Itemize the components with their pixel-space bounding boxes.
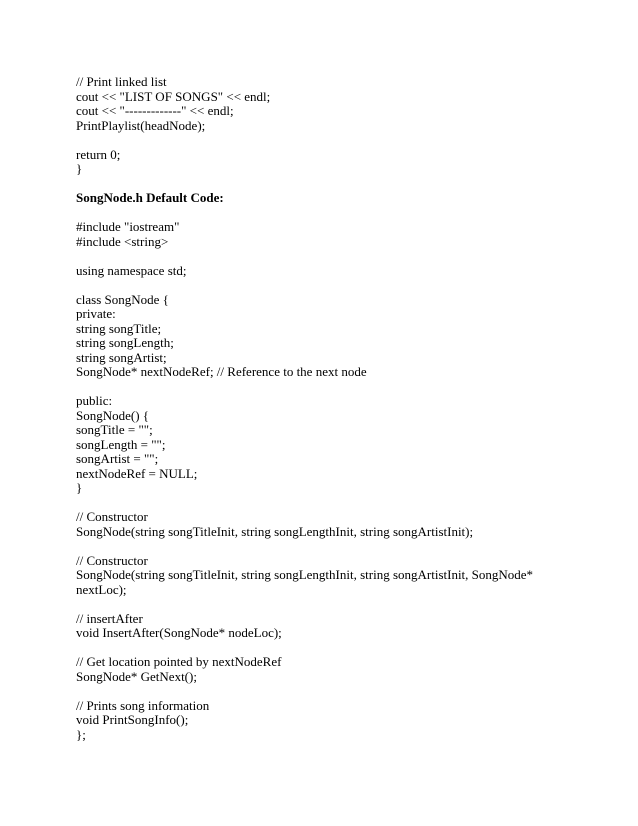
code-line: return 0; (76, 146, 121, 162)
code-line: } (76, 161, 83, 176)
code-line: } (76, 480, 83, 495)
code-line: SongNode() { (76, 407, 150, 423)
code-line: string songTitle; (76, 320, 162, 336)
code-line: cout << "-------------" << endl; (76, 103, 234, 118)
blank-line (76, 539, 616, 554)
blank-line (76, 278, 616, 293)
blank-line (76, 684, 616, 699)
code-line: #include "iostream" (76, 219, 180, 234)
constructor-block-1 (76, 510, 616, 539)
return-block (76, 148, 616, 177)
code-line: nextNodeRef = NULL; (76, 465, 198, 481)
code-line: songLength = ""; (76, 436, 166, 452)
blank-line (76, 597, 616, 612)
insert-after-block (76, 612, 616, 641)
code-line: SongNode(string songTitleInit, string songLengthInit, string songArtistInit); (76, 523, 474, 539)
code-line: PrintPlaylist(headNode); (76, 117, 206, 133)
code-line: SongNode* GetNext(); (76, 668, 197, 684)
code-line: class SongNode { (76, 291, 169, 307)
get-next-block (76, 655, 616, 684)
code-line: SongNode* nextNodeRef; // Reference to the next node (76, 364, 367, 379)
blank-line (76, 496, 616, 511)
code-line: // Constructor (76, 552, 148, 568)
code-line: public: (76, 393, 113, 408)
code-line: nextLoc); (76, 581, 127, 597)
print-list-block (76, 75, 616, 133)
namespace-block (76, 264, 616, 279)
code-line: void InsertAfter(SongNode* nodeLoc); (76, 625, 282, 640)
code-line: cout << "LIST OF SONGS" << endl; (76, 88, 271, 104)
blank-line (76, 133, 616, 148)
code-line: void PrintSongInfo(); (76, 712, 189, 727)
blank-line (76, 641, 616, 656)
code-line: // Get location pointed by nextNodeRef (76, 654, 282, 669)
section-heading-block (76, 191, 616, 206)
code-line: songArtist = ""; (76, 451, 159, 466)
section-heading: SongNode.h Default Code: (76, 190, 224, 205)
blank-line (76, 177, 616, 192)
default-constructor-block (76, 394, 616, 496)
code-listing (76, 75, 616, 742)
class-private-block (76, 293, 616, 380)
code-line: // Constructor (76, 509, 148, 524)
code-line: #include <string> (76, 233, 169, 249)
code-line: songTitle = ""; (76, 422, 153, 437)
includes-block (76, 220, 616, 249)
code-line: // Print linked list (76, 74, 167, 89)
blank-line (76, 249, 616, 264)
code-line: // insertAfter (76, 610, 143, 626)
code-line: string songArtist; (76, 349, 167, 365)
blank-line (76, 380, 616, 395)
code-line: // Prints song information (76, 697, 210, 713)
constructor-block-2 (76, 554, 616, 598)
code-line: }; (76, 726, 86, 742)
blank-line (76, 206, 616, 221)
code-line: using namespace std; (76, 262, 187, 278)
code-line: private: (76, 306, 116, 321)
print-song-info-block (76, 699, 616, 743)
code-line: string songLength; (76, 335, 174, 350)
code-line: SongNode(string songTitleInit, string songLengthInit, string songArtistInit, SongNode* (76, 567, 534, 582)
